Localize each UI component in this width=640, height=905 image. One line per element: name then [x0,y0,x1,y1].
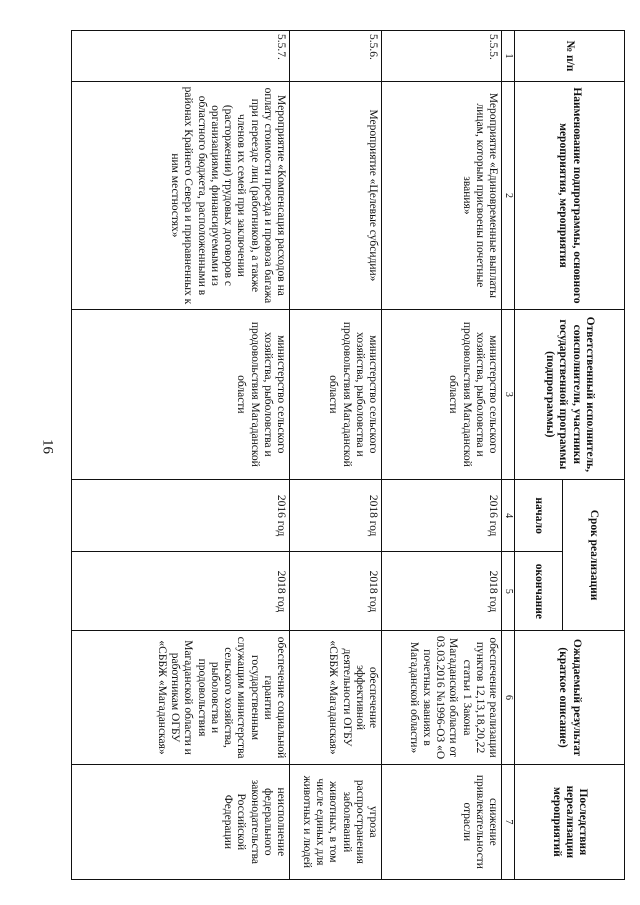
row-result: обеспечение реализации пунктов 12,13,18,20,22 статьи 1 Закона Магаданской области от 03.03.2016 №1996-ОЗ «О почетных званиях в Магаданской области» [382,631,502,764]
row-consequences: угроза распространения заболеваний животных, в том числе единых для животных и людей [290,764,382,879]
column-number: 2 [502,81,515,309]
header-end: окончание [515,552,563,631]
header-name: Наименование подпрограммы, основного мероприятия, мероприятия [515,81,625,309]
row-end: 2018 год [290,552,382,631]
row-result: обеспечение эффективной деятельности ОГБУ «СББЖ «Магаданская» [290,631,382,764]
page-number: 16 [39,439,56,454]
header-consequences: Последствия нереализации мероприятий [515,764,625,879]
row-end: 2018 год [72,552,290,631]
column-number: 5 [502,552,515,631]
header-result: Ожидаемый результат (краткое описание) [515,631,625,764]
column-number: 1 [502,31,515,82]
header-num: № п/п [515,31,625,82]
column-number: 3 [502,309,515,479]
row-name: Мероприятие «Компенсация расходов на оплату стоимости проезда и провоза багажа при переезде лиц (работников), а также членов их семей при заключении (расторжении) трудовых договоров с организациями, финансируемыми из областного бюджета, расположенными в районах Крайнего Севера и приравненных к ним местностях» [72,81,290,309]
row-start: 2016 год [382,479,502,552]
column-number: 7 [502,764,515,879]
row-consequences: снижение привлекательности отрасли [382,764,502,879]
row-consequences: неисполнение федерального законодательства Российской Федерации [72,764,290,879]
table-row [72,31,290,880]
table-row [290,31,382,880]
row-result: обеспечение социальной гарантии государственным служащим министерства сельского хозяйства, рыболовства и продовольствия Магаданской области и работникам ОГБУ «СББЖ «Магаданская» [72,631,290,764]
row-executor: министерство сельского хозяйства, рыболовства и продовольствия Магаданской области [382,309,502,479]
row-end: 2018 год [382,552,502,631]
row-name: Мероприятие «Целевые субсидии» [290,81,382,309]
row-start: 2018 год [290,479,382,552]
row-start: 2016 год [72,479,290,552]
header-start: начало [515,479,563,552]
rotated-page [75,30,625,880]
row-number: 5.5.5. [382,31,502,82]
header-executor: Ответственный исполнитель, соисполнители, участники государственной программы (подпрограммы) [515,309,625,479]
table-row [382,31,502,880]
row-name: Мероприятие «Единовременные выплаты лицам, которым присвоены почетные звания» [382,81,502,309]
column-number: 6 [502,631,515,764]
row-executor: министерство сельского хозяйства, рыболовства и продовольствия Магаданской области [72,309,290,479]
row-number: 5.5.6. [290,31,382,82]
column-number: 4 [502,479,515,552]
row-executor: министерство сельского хозяйства, рыболовства и продовольствия Магаданской области [290,309,382,479]
row-number: 5.5.7. [72,31,290,82]
header-period: Срок реализации [563,479,625,631]
program-table [71,30,625,880]
